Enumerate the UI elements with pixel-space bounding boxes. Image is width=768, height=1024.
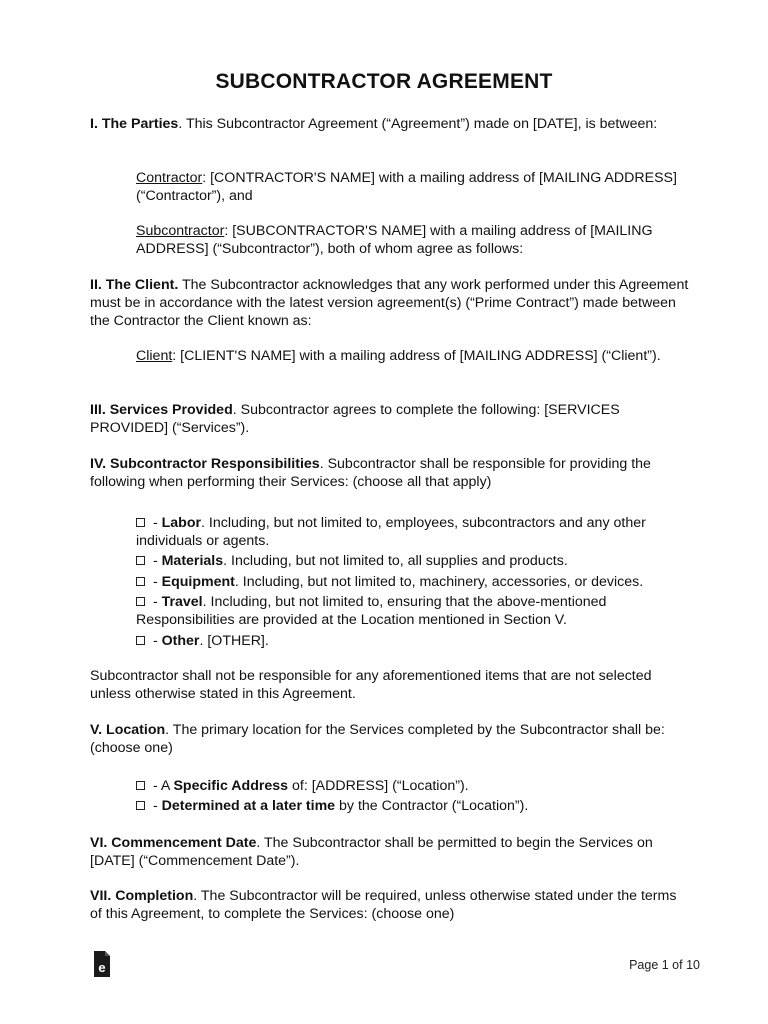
responsibilities-note: Subcontractor shall not be responsible for any aforementioned items that are not selected unless otherwise stated in this Agreement. <box>90 668 652 702</box>
checkbox-item-specific-address: - A Specific Address of: [ADDRESS] (“Location”). <box>136 777 696 795</box>
client-label: Client <box>136 348 173 364</box>
subcontractor-text: : [SUBCONTRACTOR'S NAME] with a mailing address of [MAILING ADDRESS] (“Subcontractor”), both of whom agree as follows: <box>136 223 653 257</box>
contractor-label: Contractor <box>136 170 203 186</box>
item-label: Labor <box>161 515 202 531</box>
section-location <box>90 721 690 757</box>
item-text: by the Contractor (“Location”). <box>335 798 529 814</box>
checkbox[interactable] <box>136 577 145 586</box>
checkbox[interactable] <box>136 801 145 810</box>
section-client <box>90 276 690 330</box>
checkbox-item-materials: - Materials. Including, but not limited to, all supplies and products. <box>136 552 696 570</box>
item-text: . [OTHER]. <box>199 633 269 649</box>
checkbox[interactable] <box>136 597 145 606</box>
item-label: Materials <box>161 553 224 569</box>
item-label: Equipment <box>161 574 235 590</box>
section-heading: II. The Client. <box>90 277 179 293</box>
document-title: SUBCONTRACTOR AGREEMENT <box>215 70 553 93</box>
section-heading: III. Services Provided <box>90 402 233 418</box>
item-label: Travel <box>161 594 203 610</box>
checkbox[interactable] <box>136 518 145 527</box>
subcontractor-label: Subcontractor <box>136 223 225 239</box>
section-text: . The primary location for the Services completed by the Subcontractor shall be: (choose one) <box>90 722 665 756</box>
section-text: . Subcontractor agrees to complete the following: [SERVICES PROVIDED] (“Services”). <box>90 402 620 436</box>
section-heading: VI. Commencement Date <box>90 835 257 851</box>
section-text: . The Subcontractor will be required, unless otherwise stated under the terms of this Agreement, to complete the Services: (choose one) <box>90 888 677 922</box>
checkbox[interactable] <box>136 636 145 645</box>
section-parties <box>90 115 690 133</box>
page-number: Page 1 of 10 <box>629 958 700 972</box>
subcontractor-clause <box>136 222 696 258</box>
client-clause <box>136 347 696 365</box>
checkbox-item-later-time: - Determined at a later time by the Contractor (“Location”). <box>136 797 696 815</box>
section-heading: IV. Subcontractor Responsibilities <box>90 456 320 472</box>
checkbox[interactable] <box>136 781 145 790</box>
checkbox[interactable] <box>136 556 145 565</box>
section-commencement <box>90 834 690 870</box>
section-heading: I. The Parties <box>90 116 179 132</box>
section-text: The Subcontractor acknowledges that any work performed under this Agreement must be in accordance with the latest version agreement(s) (“Prime Contract”) made between the Contractor the Client known as: <box>90 277 689 329</box>
checkbox-item-travel: - Travel. Including, but not limited to, ensuring that the above-mentioned Responsibilities are provided at the Location mentioned in Section V. <box>136 594 607 628</box>
item-text: . Including, but not limited to, machinery, accessories, or devices. <box>234 574 644 590</box>
section-heading: V. Location <box>90 722 166 738</box>
contractor-text: : [CONTRACTOR'S NAME] with a mailing address of [MAILING ADDRESS] (“Contractor”), and <box>136 170 677 204</box>
item-text: of: [ADDRESS] (“Location”). <box>288 778 469 794</box>
section-responsibilities <box>90 455 690 491</box>
client-text: : [CLIENT'S NAME] with a mailing address of [MAILING ADDRESS] (“Client”). <box>172 348 661 364</box>
item-text: . Including, but not limited to, all supplies and products. <box>223 553 568 569</box>
item-label: Specific Address <box>173 778 289 794</box>
svg-text:e: e <box>98 960 106 975</box>
section-services <box>90 401 690 437</box>
eforms-logo-icon <box>92 950 112 978</box>
item-text: . Including, but not limited to, employees, subcontractors and any other individuals or agents. <box>136 515 646 549</box>
item-text: . Including, but not limited to, ensuring that the above-mentioned Responsibilities are provided at the Location mentioned in Section V. <box>136 594 607 628</box>
checkbox-item-other: - Other. [OTHER]. <box>136 632 696 650</box>
section-text: . This Subcontractor Agreement (“Agreement”) made on [DATE], is between: <box>178 116 658 132</box>
contractor-clause <box>136 169 696 205</box>
checkbox-item-labor: - Labor. Including, but not limited to, employees, subcontractors and any other individuals or agents. <box>136 515 646 549</box>
section-completion <box>90 887 690 923</box>
item-label: Determined at a later time <box>161 798 336 814</box>
checkbox-item-equipment: - Equipment. Including, but not limited to, machinery, accessories, or devices. <box>136 573 696 591</box>
section-text: . The Subcontractor shall be permitted to begin the Services on [DATE] (“Commencement Date”). <box>90 835 653 869</box>
section-heading: VII. Completion <box>90 888 194 904</box>
section-text: . Subcontractor shall be responsible for providing the following when performing their Services: (choose all that apply) <box>90 456 651 490</box>
item-label: Other <box>161 633 200 649</box>
